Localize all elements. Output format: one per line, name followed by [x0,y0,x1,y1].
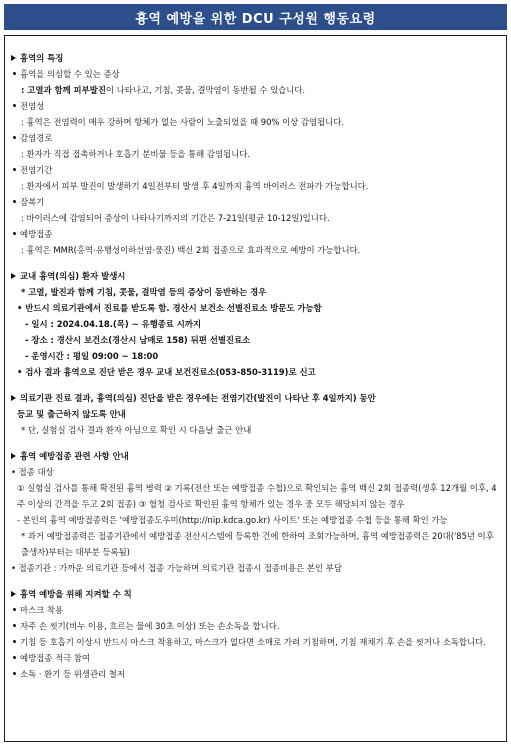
bullet-icon [13,72,16,75]
section-rules: 흉역 예방을 위해 지켜할 수 칙 마스크 착용 자주 손 씻기(비누 이용, 흐르는 물에 30초 이상) 또는 손소독을 합니다. 기침 등 호흡기 이상시 반드시 마스크 착용하고, 마스크가 없다면 소매로 가려 기침하며, 기침 재채기 후 손을 씻거나 소독합니다. 예방접종 적극 참여 소독 · 환기 등 위생관리 철저 [11,586,500,682]
section-features: 흉역의 특징 흉역을 의심할 수 있는 증상 : 고열과 함께 피부발진이 나타나고, 기침, 콧물, 결막염이 동반될 수 있습니다. 전염성 : 흉역은 전염력이 매우 강하며 항체가 없는 사람이 노출되었을 때 90% 이상 감염됩니다. 감염경로 : 환자가 직접 접촉하거나 호흡기 분비물 등을 통해 감염됩니다. 전염기간 : 환자에서 피부 발진이 발생하기 4일전부터 발생 후 4일까지 흉역 바이러스 전파가 가능합니다. 잠복기 : 바이러스에 감염되어 증상이 나타나기까지의 기간은 7-21일(평균 10-12일)입니다. 예방접종 : 흉역은 MMR(홍역·유행성이하선염·풍진) 백신 2회 접종으로 효과적으로 예방이 가능합니다. [11,50,500,258]
triangle-bullet-icon [11,395,16,401]
bullet-icon [13,232,16,235]
bullet-icon [13,136,16,139]
bullet-icon [13,200,16,203]
bullet-icon [13,624,16,627]
section-case-occurrence: 교내 흉역(의심) 환자 발생시 * 고열, 발진과 함께 기침, 콧물, 결막염 등의 증상이 동반하는 경우 • 반드시 의료기관에서 진료를 받도록 함. 경산시 보건소 선별진료소 방문도 가능함 - 일시 : 2024.04.18.(목) ~ 유행종료 시까지 - 장소 : 경산시 보건소(경산시 남매로 158) 뒤편 선별진료소 - 운영시간 : 평일 09:00 ~ 18:00 • 검사 결과 흉역으로 진단 받은 경우 교내 보건진료소(053-850-3119)로 신고 [11,268,500,380]
bullet-icon [13,104,16,107]
bullet-icon [13,656,16,659]
section-heading: 흉역의 특징 [11,50,500,66]
section-diagnosis: 의료기관 진료 결과, 흉역(의심) 진단을 받은 경우에는 전염기간(발진이 나타난 후 4일까지) 동안 등교 및 출근하지 않도록 안내 * 단, 실험실 검사 결과 환자 아님으로 확인 시 다음날 출근 안내 [11,390,500,438]
section-vaccination: 흉역 예방접종 관련 사항 안내 • 접종 대상 ① 실험실 검사를 통해 확진된 흉역 병력 ② 기록(전산 또는 예방접종 수첩)으로 확인되는 흉역 백신 2회 접종력(생후 12개월 이후, 4주 이상의 간격을 두고 2회 접종) ③ 혈청 검사로 확인된 흉역 항체가 있는 경우 중 모두 해당되지 않는 경우 - 본인의 흉역 예방접종력은 '예방접종도우미(http://nip.kdca.go.kr) 사이트' 또는 예방접종 수첩 등을 통해 확인 가능 * 과거 예방접종력은 접종기관에서 예방접종 전산시스템에 등록한 건에 한하여 조회가능하며, 흉역 예방접종력은 20대('85년 이후 출생자)부터는 대부분 등록됨) • 접종기관 : 가까운 의료기관 등에서 접종 가능하며 의료기관 접종시 접종비용은 본인 부담 [11,451,497,573]
bullet-icon [13,168,16,171]
bullet-icon [13,672,16,675]
triangle-bullet-icon [11,453,16,459]
bullet-icon [13,608,16,611]
page-title: 흉역 예방을 위한 DCU 구성원 행동요령 [4,4,507,30]
triangle-bullet-icon [11,55,16,61]
triangle-bullet-icon [11,273,16,279]
bullet-icon [13,640,16,643]
content-box [4,35,507,742]
triangle-bullet-icon [11,591,16,597]
